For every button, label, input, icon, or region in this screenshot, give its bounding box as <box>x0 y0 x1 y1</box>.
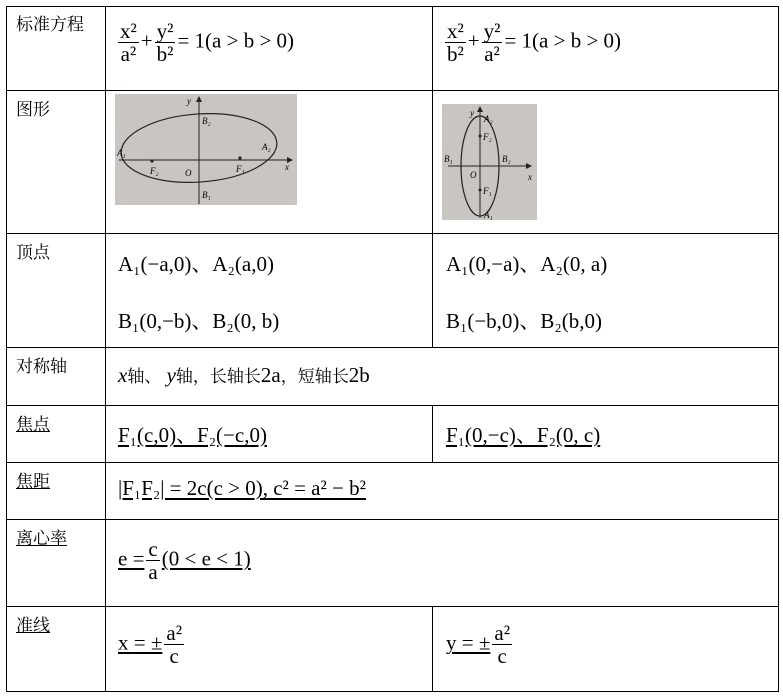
row-label-graph: 图形 <box>16 100 50 120</box>
ellipse-properties-table <box>6 6 779 692</box>
axis-of-symmetry-text: x轴、 y轴，长轴长2a，短轴长2b <box>118 363 370 387</box>
right-foci: F₁(0,−c)、F₂(0, c) <box>446 423 601 447</box>
right-directrix: y = ± $\frac{\text{a²}}{c}$ <box>446 621 510 669</box>
left-standard-equation: $\frac{\text{x²}}{\text{a²}}$ + $\frac{\text{y²}}{\text{b²}}$ = 1(a > b > 0) <box>120 19 295 67</box>
svg-text:O: O <box>185 168 192 178</box>
svg-text:B₁: B₁ <box>444 154 453 164</box>
svg-text:B₂: B₂ <box>502 154 511 164</box>
vertical-ellipse-figure <box>442 104 537 220</box>
svg-text:F₁: F₁ <box>236 164 245 174</box>
left-directrix: x = ± $\frac{\text{a²}}{c}$ <box>118 621 182 669</box>
row-label-directrix: 准线 <box>16 616 50 636</box>
right-vertices-a: A₁(0,−a)、A₂(0, a) <box>446 252 608 276</box>
row-label-eccentricity: 离心率 <box>16 529 67 549</box>
svg-text:A₂: A₂ <box>262 142 271 152</box>
svg-text:F₂: F₂ <box>150 166 159 176</box>
focal-distance: |F₁F₂| = 2c(c > 0), c² = a² − b² <box>118 476 366 500</box>
left-vertices-b: B₁(0,−b)、B₂(0, b) <box>118 309 280 333</box>
svg-text:B₂: B₂ <box>202 116 211 126</box>
svg-text:B₁: B₁ <box>202 190 211 200</box>
row-label-axis: 对称轴 <box>16 357 67 377</box>
right-vertices-b: B₁(−b,0)、B₂(b,0) <box>446 309 602 333</box>
svg-text:F₂: F₂ <box>483 132 492 142</box>
graph-label-y: y <box>187 96 191 106</box>
row-label-focal-distance: 焦距 <box>16 472 50 492</box>
row-label-foci: 焦点 <box>16 415 50 435</box>
left-foci: F₁(c,0)、F₂(−c,0) <box>118 423 267 447</box>
svg-text:A₁: A₁ <box>117 148 126 158</box>
horizontal-ellipse-figure <box>115 94 297 205</box>
svg-text:y: y <box>470 108 474 118</box>
right-standard-equation: $\frac{\text{x²}}{\text{b²}}$ + $\frac{\text{y²}}{\text{a²}}$ = 1(a > b > 0) <box>447 19 622 67</box>
svg-text:A₁: A₁ <box>484 210 493 220</box>
row-label-vertices: 顶点 <box>16 243 50 263</box>
left-vertices-a: A₁(−a,0)、A₂(a,0) <box>118 252 274 276</box>
svg-text:x: x <box>528 172 532 182</box>
graph-label-x: x <box>285 162 289 172</box>
eccentricity: e = $\frac{c}{a}$ (0 < e < 1) <box>118 537 251 585</box>
svg-text:F₁: F₁ <box>483 186 492 196</box>
row-label-standard-equation: 标准方程 <box>16 15 84 35</box>
svg-text:A₂: A₂ <box>484 114 493 124</box>
svg-text:O: O <box>470 170 477 180</box>
